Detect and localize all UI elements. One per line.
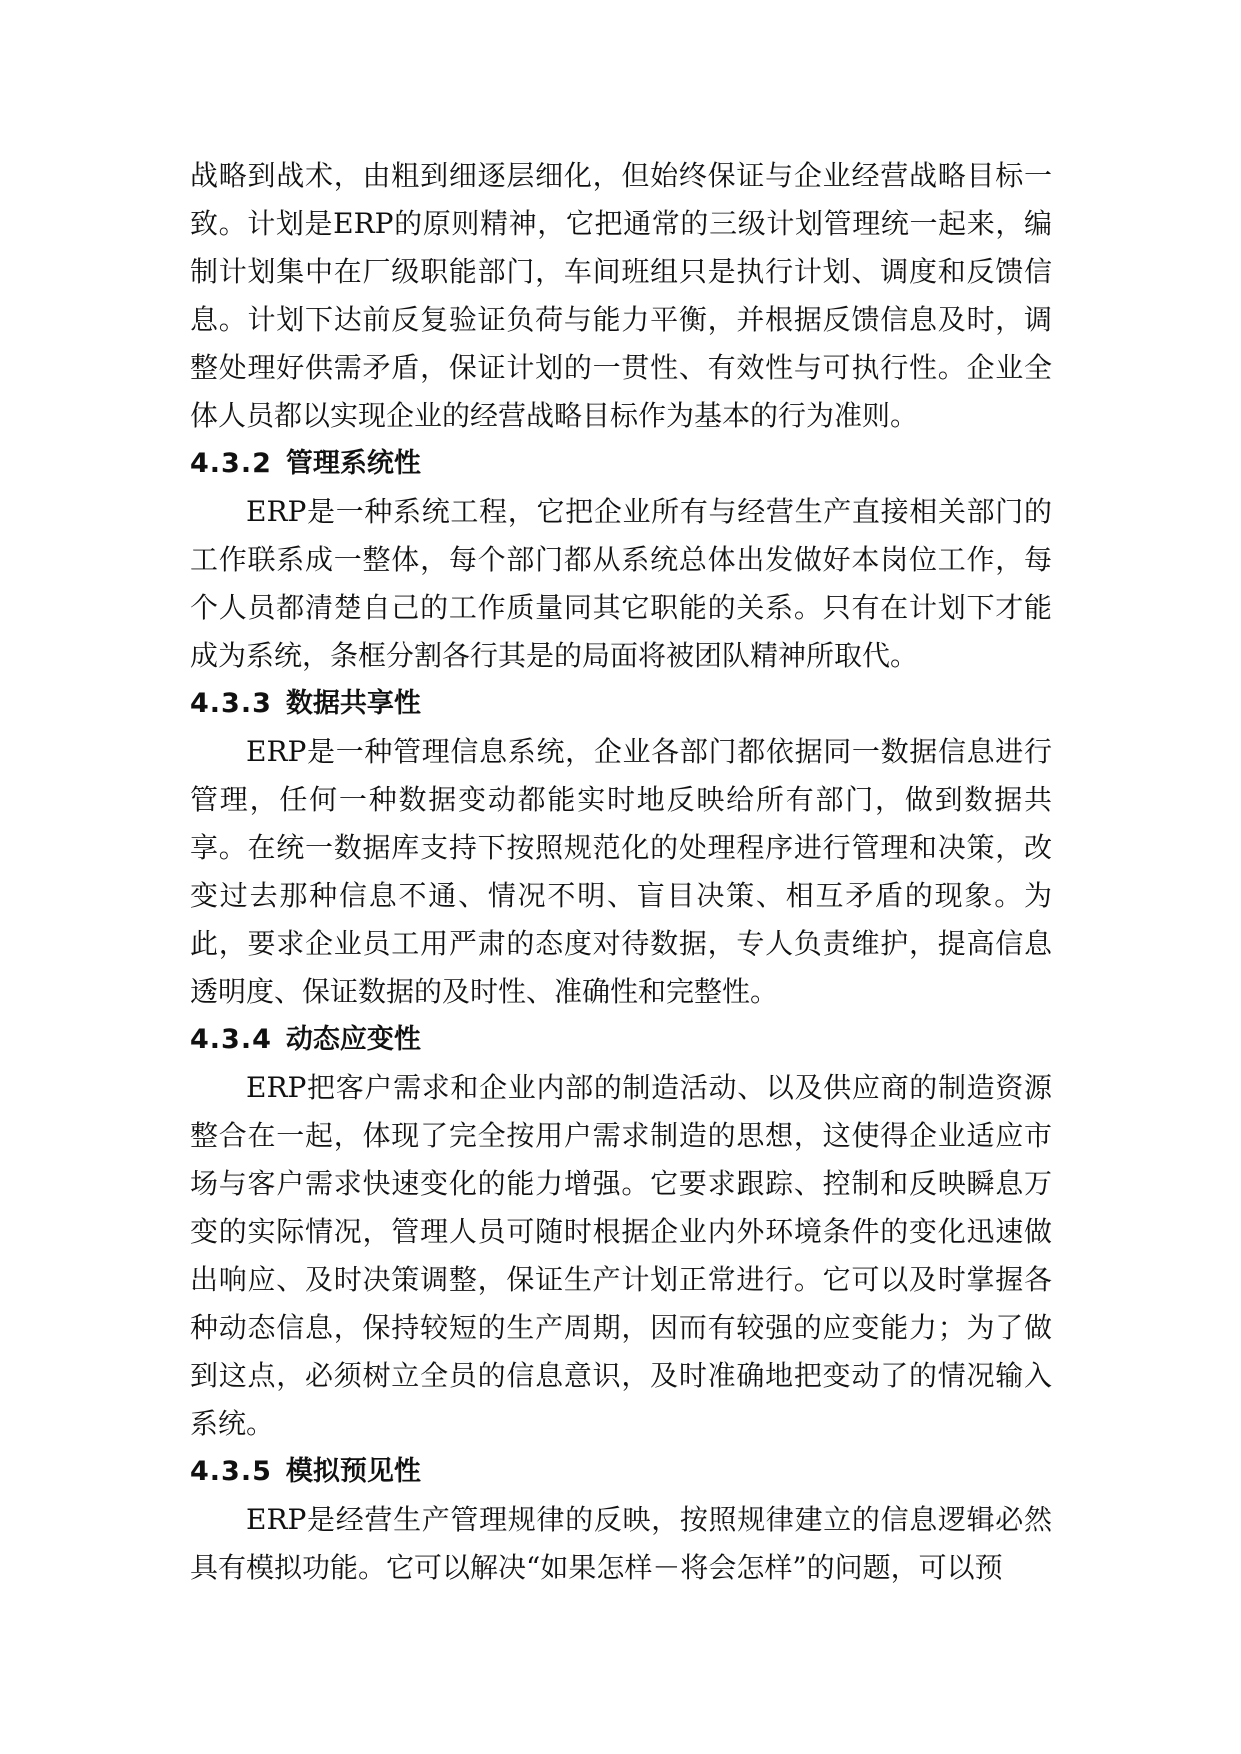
section-body: ERP是一种管理信息系统，企业各部门都依据同一数据信息进行管理，任何一种数据变动都能实时地反映给所有部门，做到数据共享。在统一数据库支持下按照规范化的处理程序进行管理和决策，改变过去那种信息不通、情况不明、盲目决策、相互矛盾的现象。为此，要求企业员工用严肃的态度对待数据，专人负责维护，提高信息透明度、保证数据的及时性、准确性和完整性。 xyxy=(190,735,1052,1008)
section-4-3-2 xyxy=(190,440,1052,680)
section-heading xyxy=(190,440,1052,488)
section-body: ERP是经营生产管理规律的反映，按照规律建立的信息逻辑必然具有模拟功能。它可以解决“如果怎样－将会怎样”的问题，可以预 xyxy=(190,1503,1052,1584)
document-page xyxy=(190,152,1052,1592)
section-number: 4.3.2 xyxy=(190,448,272,479)
section-body: ERP把客户需求和企业内部的制造活动、以及供应商的制造资源整合在一起，体现了完全按用户需求制造的思想，这使得企业适应市场与客户需求快速变化的能力增强。它要求跟踪、控制和反映瞬息万变的实际情况，管理人员可随时根据企业内外环境条件的变化迅速做出响应、及时决策调整，保证生产计划正常进行。它可以及时掌握各种动态信息，保持较短的生产周期，因而有较强的应变能力；为了做到这点，必须树立全员的信息意识，及时准确地把变动了的情况输入系统。 xyxy=(190,1071,1052,1440)
section-title: 数据共享性 xyxy=(285,688,421,719)
section-heading xyxy=(190,1016,1052,1064)
section-heading xyxy=(190,1448,1052,1496)
section-title: 动态应变性 xyxy=(285,1024,421,1055)
section-number: 4.3.4 xyxy=(190,1024,272,1055)
section-heading xyxy=(190,680,1052,728)
section-4-3-4 xyxy=(190,1016,1052,1448)
section-title: 管理系统性 xyxy=(285,448,421,479)
section-4-3-5 xyxy=(190,1448,1052,1592)
intro-paragraph: 战略到战术，由粗到细逐层细化，但始终保证与企业经营战略目标一致。计划是ERP的原则精神，它把通常的三级计划管理统一起来，编制计划集中在厂级职能部门，车间班组只是执行计划、调度和反馈信息。计划下达前反复验证负荷与能力平衡，并根据反馈信息及时，调整处理好供需矛盾，保证计划的一贯性、有效性与可执行性。企业全体人员都以实现企业的经营战略目标作为基本的行为准则。 xyxy=(190,159,1052,432)
section-number: 4.3.5 xyxy=(190,1456,272,1487)
section-body: ERP是一种系统工程，它把企业所有与经营生产直接相关部门的工作联系成一整体，每个部门都从系统总体出发做好本岗位工作，每个人员都清楚自己的工作质量同其它职能的关系。只有在计划下才能成为系统，条框分割各行其是的局面将被团队精神所取代。 xyxy=(190,495,1052,672)
section-title: 模拟预见性 xyxy=(285,1456,421,1487)
section-4-3-3 xyxy=(190,680,1052,1016)
section-number: 4.3.3 xyxy=(190,688,272,719)
